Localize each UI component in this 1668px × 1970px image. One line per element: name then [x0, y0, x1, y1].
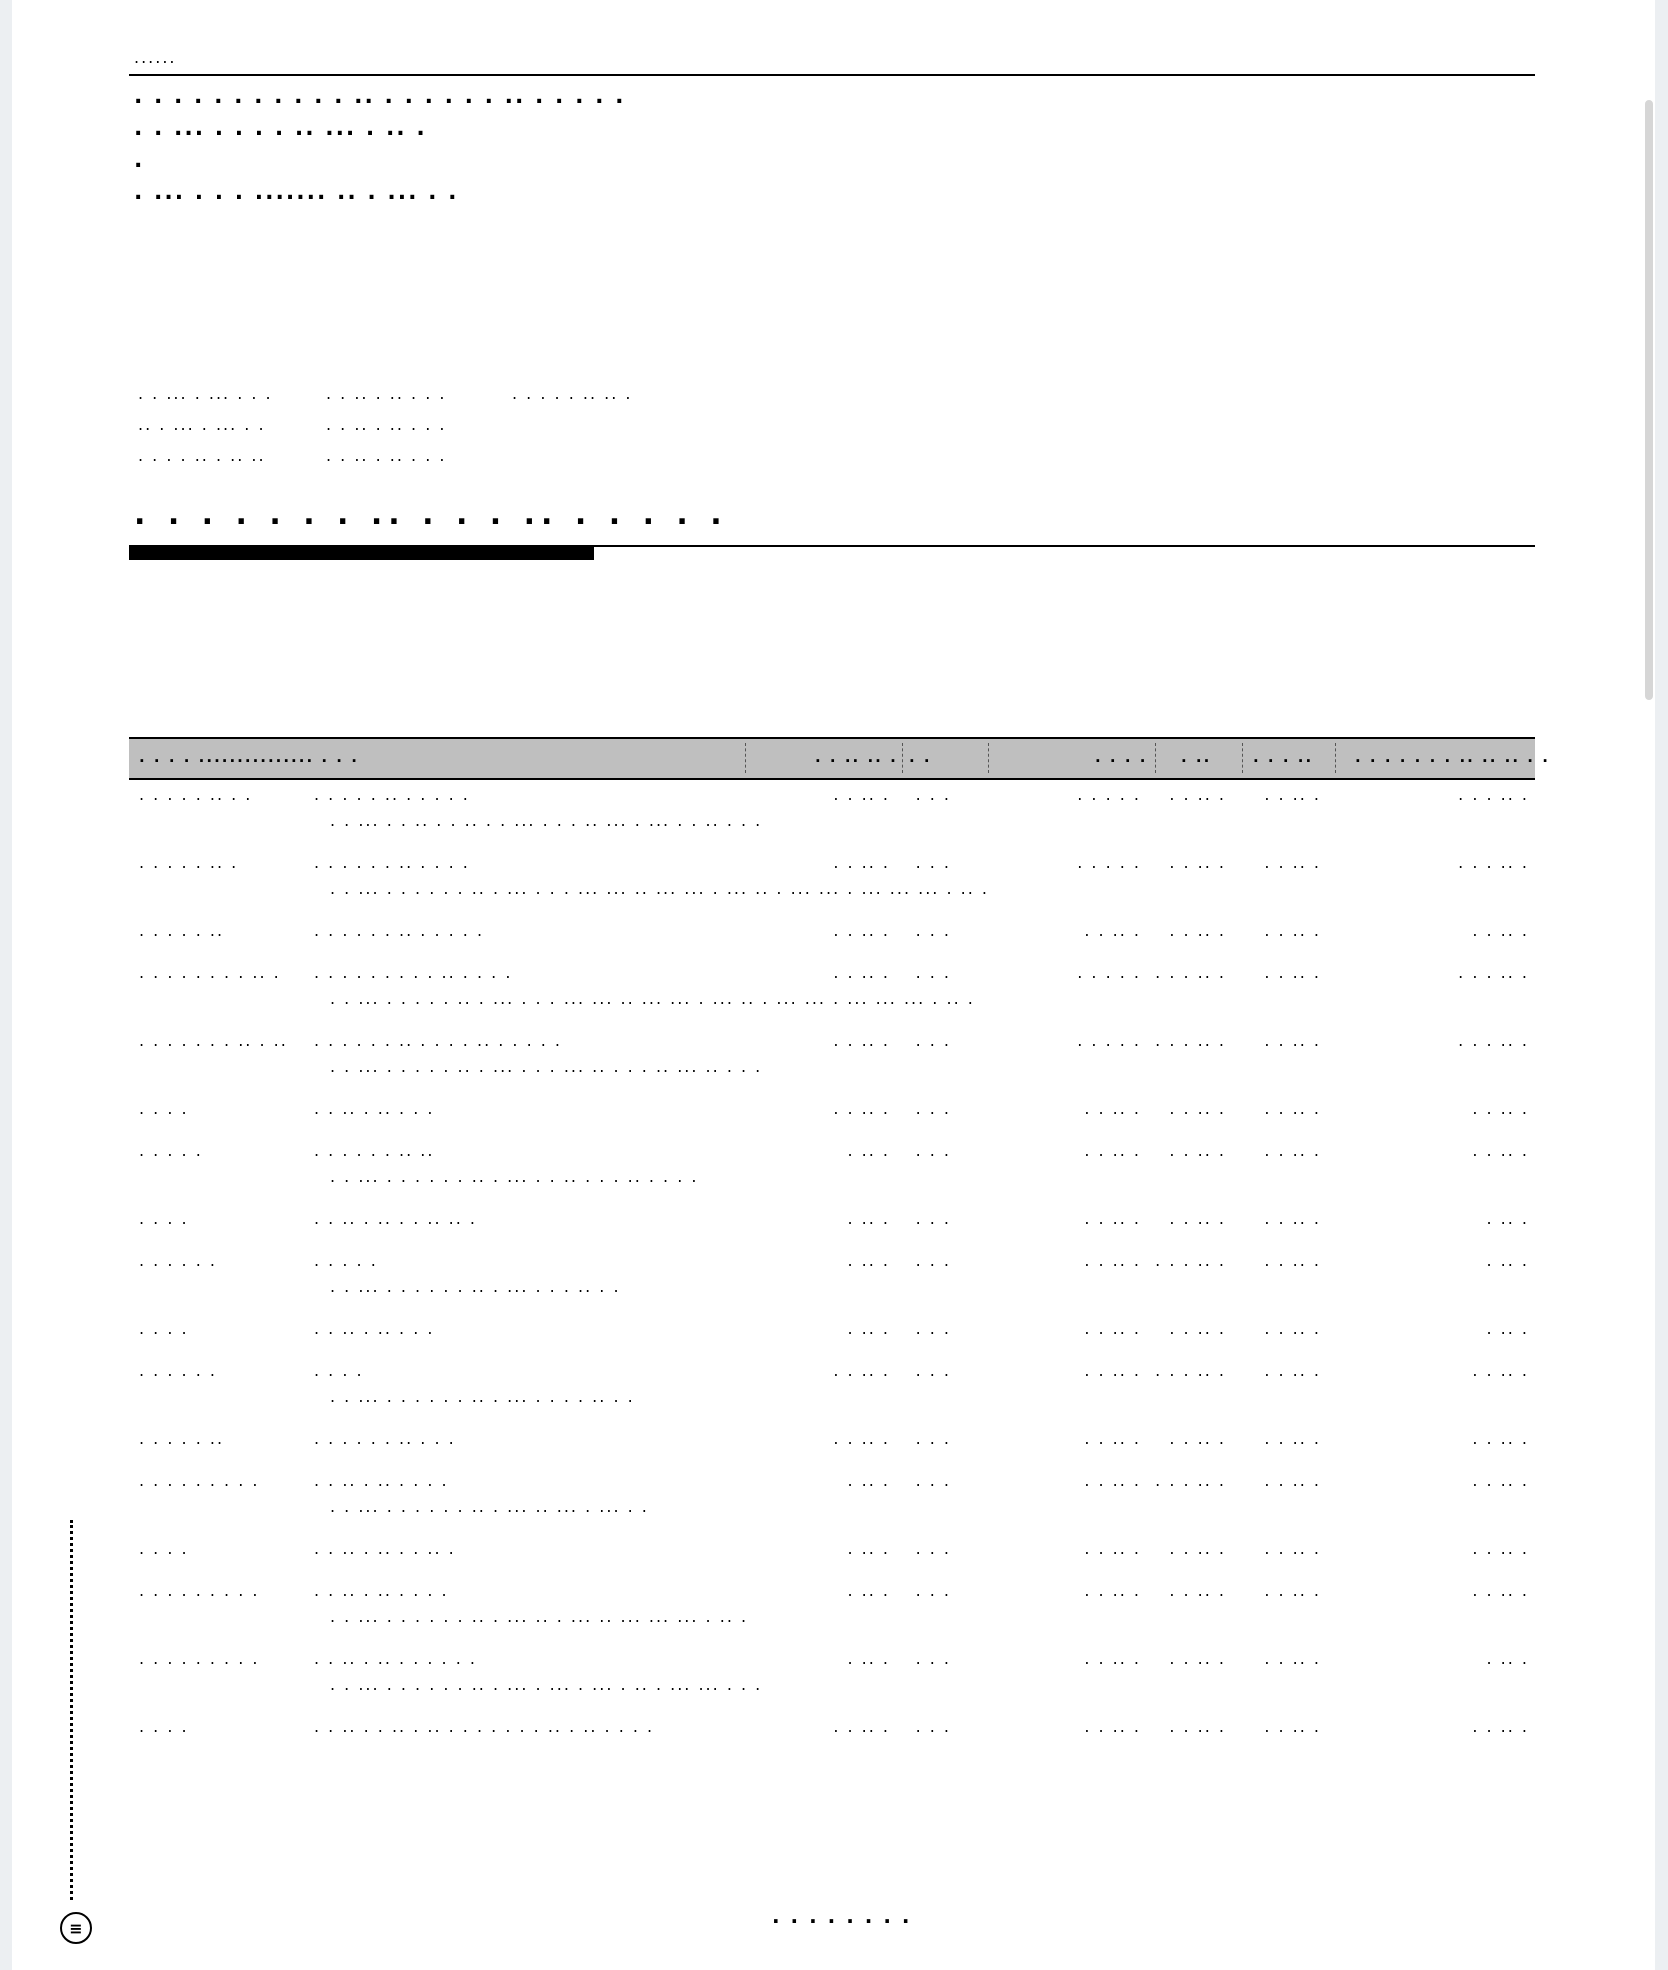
cell-c1: . . .. .	[833, 1099, 890, 1118]
cell-c5: . . .. .	[1264, 1141, 1321, 1160]
cell-c6: . . .. .	[1472, 1361, 1529, 1380]
description-text: . . ... . . . . . . .. . ... . . . .. . .	[330, 1277, 621, 1296]
cell-c6: . . . .. .	[1458, 785, 1529, 804]
scrollbar-thumb[interactable]	[1645, 100, 1653, 700]
cell-c3: . . .. .	[1084, 1251, 1141, 1270]
cell-code: . . . . . ..	[139, 921, 225, 940]
page-footer: . . . . . . . .	[772, 1904, 912, 1928]
cell-name: . . .. . .. . . .	[314, 1099, 435, 1118]
cell-c5: . . .. .	[1264, 1209, 1321, 1228]
cell-c6: . . .. .	[1472, 921, 1529, 940]
cell-c4: . . .. .	[1169, 921, 1226, 940]
cell-code: . . . .	[139, 1209, 189, 1228]
cell-c2: . . .	[915, 921, 951, 940]
cell-c6: . . .. .	[1472, 1717, 1529, 1736]
cell-c1: . .. .	[847, 1209, 890, 1228]
cell-c2: . . .	[915, 1429, 951, 1448]
cell-c4: . . .. .	[1169, 1141, 1226, 1160]
cell-name: . . . .	[314, 1361, 364, 1380]
cell-code: . . . . . . . . .	[139, 1581, 260, 1600]
cell-c3: . . .. .	[1084, 1649, 1141, 1668]
cell-c6: . . . .. .	[1458, 1031, 1529, 1050]
cell-code: . . . . . ..	[139, 1429, 225, 1448]
cell-c3: . . . . .	[1077, 853, 1141, 872]
row-description	[129, 1275, 1535, 1303]
cell-name: . . .. . .. . . . .	[314, 1581, 449, 1600]
header-line: . . ... . . . . .. ... . .. .	[134, 116, 427, 141]
cell-c1: . .. .	[847, 1251, 890, 1270]
cell-c3: . . .. .	[1084, 1429, 1141, 1448]
cell-c4: . . .. .	[1169, 1099, 1226, 1118]
cell-c3: . . .. .	[1084, 1319, 1141, 1338]
column-separator	[902, 743, 903, 773]
cell-c4: . . . .. .	[1155, 1031, 1226, 1050]
table-header	[129, 737, 1550, 780]
column-separator	[1242, 743, 1243, 773]
cell-c2: . . .	[915, 1209, 951, 1228]
header-line: . ... . . . ....... .. . ... . .	[134, 180, 459, 205]
column-separator	[1335, 743, 1336, 773]
column-header: . ..	[1181, 748, 1212, 766]
column-header: . . . .	[1095, 748, 1148, 766]
cell-c6: . .. .	[1486, 1251, 1529, 1270]
cell-c5: . . .. .	[1264, 963, 1321, 982]
cell-c6: . . . .. .	[1458, 853, 1529, 872]
cell-c5: . . .. .	[1264, 785, 1321, 804]
document-title: . . . . . . . .. . . . .. . . . . .	[134, 497, 728, 532]
cell-c5: . . .. .	[1264, 1649, 1321, 1668]
cell-c4: . . .. .	[1169, 1209, 1226, 1228]
cell-c1: . . .. .	[833, 785, 890, 804]
cell-c6: . .. .	[1486, 1209, 1529, 1228]
description-text: . . ... . . . . . .. . ... . . . ... ... .. ... ... . ... .. . ... ... . ... ... ... . .. .	[330, 989, 975, 1008]
cell-c5: . . .. .	[1264, 1251, 1321, 1270]
cell-c3: . . .. .	[1084, 1471, 1141, 1490]
table-row	[129, 1205, 1535, 1237]
cell-name: . . .. . .. . . . . . .	[314, 1649, 477, 1668]
document-list-icon[interactable]: ≡	[60, 1912, 92, 1944]
cell-c2: . . .	[915, 1099, 951, 1118]
cell-c5: . . .. .	[1264, 921, 1321, 940]
cell-code: . . . . . . . .. . ..	[139, 1031, 288, 1050]
cell-code: . . . .	[139, 1539, 189, 1558]
cell-c4: . . . .. .	[1155, 1251, 1226, 1270]
description-text: . . ... . . . . . . .. . ... . . .. . . . .. . . . .	[330, 1167, 699, 1186]
meta-value: . . .. . .. . . .	[326, 384, 447, 403]
cell-name: . . .. . .. . . .. .	[314, 1539, 456, 1558]
cell-c5: . . .. .	[1264, 853, 1321, 872]
document-page	[12, 0, 1655, 1970]
row-description	[129, 1673, 1535, 1701]
cell-c5: . . .. .	[1264, 1471, 1321, 1490]
cell-code: . . . . .	[139, 1141, 203, 1160]
cell-c6: . . .. .	[1472, 1581, 1529, 1600]
row-description	[129, 1605, 1535, 1633]
description-text: . . ... . . . . . . .. . ... . ... . ... . .. . ... ... . . .	[330, 1675, 763, 1694]
cell-c3: . . .. .	[1084, 1141, 1141, 1160]
cell-c5: . . .. .	[1264, 1539, 1321, 1558]
cell-c6: . . .. .	[1472, 1429, 1529, 1448]
cell-code: . . . . . .. .	[139, 853, 239, 872]
cell-c4: . . . .. .	[1155, 1471, 1226, 1490]
row-description	[129, 1495, 1535, 1523]
cell-c4: . . .. .	[1169, 1717, 1226, 1736]
cell-c2: . . .	[915, 1251, 951, 1270]
cell-c2: . . .	[915, 1471, 951, 1490]
meta-label: .. . ... . ... . .	[138, 415, 266, 434]
cell-c1: . . .. .	[833, 1429, 890, 1448]
cell-c2: . . .	[915, 1361, 951, 1380]
cell-c3: . . .. .	[1084, 1209, 1141, 1228]
cell-c5: . . .. .	[1264, 1099, 1321, 1118]
cell-c1: . . .. .	[833, 963, 890, 982]
cell-c4: . . .. .	[1169, 1649, 1226, 1668]
cell-name: . . . . . . . . . .. . . . .	[314, 963, 513, 982]
cell-c1: . .. .	[847, 1581, 890, 1600]
table-row	[129, 917, 1535, 949]
meta-value: . . .. . .. . . .	[326, 446, 447, 465]
description-text: . . ... . . .. . . .. . . ... . . . .. ... . ... . . .. . . .	[330, 811, 763, 830]
cell-c3: . . .. .	[1084, 1361, 1141, 1380]
cell-c1: . .. .	[847, 1649, 890, 1668]
cell-code: . . . . . . . . .	[139, 1471, 260, 1490]
cell-c6: . .. .	[1486, 1649, 1529, 1668]
cell-c5: . . .. .	[1264, 1717, 1321, 1736]
cell-code: . . . . . . . . .. .	[139, 963, 281, 982]
cell-c1: . .. .	[847, 1319, 890, 1338]
cell-name: . . . . . . .. ..	[314, 1141, 435, 1160]
row-description	[129, 877, 1535, 905]
column-header: . .	[909, 748, 932, 766]
cell-c6: . . .. .	[1472, 1539, 1529, 1558]
column-header: . . . ..	[1253, 748, 1314, 766]
cell-c5: . . .. .	[1264, 1429, 1321, 1448]
cell-c4: . . .. .	[1169, 1429, 1226, 1448]
cell-name: . . . . . . .. . . . . .	[314, 921, 485, 940]
cell-c4: . . .. .	[1169, 1539, 1226, 1558]
header-line: .	[134, 148, 145, 173]
table-row	[129, 1535, 1535, 1567]
cell-c2: . . .	[915, 1031, 951, 1050]
cell-name: . . . . . . .. . . .	[314, 1429, 456, 1448]
column-header: . . . . ............... . . .	[139, 748, 359, 766]
row-description	[129, 987, 1535, 1015]
cell-name: . . . . . .. . . . . .	[314, 785, 470, 804]
cell-c5: . . .. .	[1264, 1581, 1321, 1600]
cell-c2: . . .	[915, 1649, 951, 1668]
cell-c6: . . . .. .	[1458, 963, 1529, 982]
cell-c3: . . .. .	[1084, 1581, 1141, 1600]
cell-name: . . .. . . .. . .. . . . . . . . .. . .. . . . .	[314, 1717, 655, 1736]
cell-c5: . . .. .	[1264, 1319, 1321, 1338]
description-text: . . ... . . . . . .. . ... . . . ... .. . . . .. ... .. . . .	[330, 1057, 763, 1076]
cell-c6: . .. .	[1486, 1319, 1529, 1338]
cell-c3: . . . . .	[1077, 963, 1141, 982]
cell-code: . . . . . .	[139, 1361, 217, 1380]
cell-c2: . . .	[915, 785, 951, 804]
cell-c1: . . .. .	[833, 1717, 890, 1736]
table-row	[129, 1315, 1535, 1347]
cell-name: . . .. . .. . . .	[314, 1319, 435, 1338]
cell-c5: . . .. .	[1264, 1031, 1321, 1050]
cell-c1: . .. .	[847, 1471, 890, 1490]
row-description	[129, 809, 1535, 837]
row-description	[129, 1055, 1535, 1083]
margin-mark	[70, 1520, 73, 1900]
column-header: . . . . . . . .. .. .. . .	[1355, 748, 1550, 766]
cell-c2: . . .	[915, 1717, 951, 1736]
description-text: . . ... . . . . . . .. . ... .. . ... .. ... ... ... . .. .	[330, 1607, 749, 1626]
cell-code: . . . .	[139, 1717, 189, 1736]
cell-c3: . . .. .	[1084, 921, 1141, 940]
meta-value: . . .. . .. . . .	[326, 415, 447, 434]
cell-c4: . . . .. .	[1155, 963, 1226, 982]
column-header: . . .. .. .	[815, 748, 898, 766]
cell-c1: . . .. .	[833, 853, 890, 872]
header-label: ......	[134, 48, 177, 67]
cell-c6: . . .. .	[1472, 1141, 1529, 1160]
cell-c5: . . .. .	[1264, 1361, 1321, 1380]
header-line: . . . . . . . . . . . .. . . . . . . .. . . . . .	[134, 84, 626, 109]
cell-c4: . . .. .	[1169, 785, 1226, 804]
header-rule	[129, 74, 1535, 76]
cell-code: . . . .	[139, 1099, 189, 1118]
meta-label: . . ... . ... . . .	[138, 384, 273, 403]
cell-code: . . . . . .. . .	[139, 785, 253, 804]
cell-c4: . . .. .	[1169, 1319, 1226, 1338]
cell-c2: . . .	[915, 853, 951, 872]
cell-c2: . . .	[915, 963, 951, 982]
cell-c6: . . .. .	[1472, 1099, 1529, 1118]
table-row	[129, 1425, 1535, 1457]
cell-name: . . .. . .. . . .. .. .	[314, 1209, 477, 1228]
cell-name: . . .. . .. . . . .	[314, 1471, 449, 1490]
title-bar	[129, 545, 594, 560]
cell-c1: . .. .	[847, 1141, 890, 1160]
row-description	[129, 1165, 1535, 1193]
cell-c4: . . .. .	[1169, 1581, 1226, 1600]
cell-code: . . . . . .	[139, 1251, 217, 1270]
cell-c1: . . .. .	[833, 1361, 890, 1380]
cell-c1: . .. .	[847, 1539, 890, 1558]
cell-code: . . . .	[139, 1319, 189, 1338]
table-row	[129, 1713, 1535, 1745]
meta-value: . . . . . .. .. .	[512, 384, 633, 403]
column-separator	[745, 743, 746, 773]
cell-c2: . . .	[915, 1141, 951, 1160]
table-row	[129, 1095, 1535, 1127]
row-description	[129, 1385, 1535, 1413]
cell-c3: . . .. .	[1084, 1099, 1141, 1118]
cell-c2: . . .	[915, 1539, 951, 1558]
cell-c3: . . . . .	[1077, 785, 1141, 804]
cell-c3: . . .. .	[1084, 1539, 1141, 1558]
cell-c2: . . .	[915, 1581, 951, 1600]
cell-name: . . . . . . .. . . . .	[314, 853, 470, 872]
cell-c3: . . . . .	[1077, 1031, 1141, 1050]
cell-name: . . . . .	[314, 1251, 378, 1270]
cell-c1: . . .. .	[833, 1031, 890, 1050]
column-separator	[988, 743, 989, 773]
cell-c6: . . .. .	[1472, 1471, 1529, 1490]
cell-c4: . . .. .	[1169, 853, 1226, 872]
cell-c2: . . .	[915, 1319, 951, 1338]
cell-c4: . . . .. .	[1155, 1361, 1226, 1380]
cell-name: . . . . . . .. . . . . .. . . . . .	[314, 1031, 563, 1050]
description-text: . . ... . . . . . . .. . ... . . . . .. . .	[330, 1387, 635, 1406]
column-separator	[1155, 743, 1156, 773]
cell-code: . . . . . . . . .	[139, 1649, 260, 1668]
meta-label: . . . . .. . .. ..	[138, 446, 266, 465]
description-text: . . ... . . . . . . .. . ... .. ... . ... . .	[330, 1497, 649, 1516]
cell-c1: . . .. .	[833, 921, 890, 940]
cell-c3: . . .. .	[1084, 1717, 1141, 1736]
description-text: . . ... . . . . . . .. . ... . . . ... ... .. ... ... . ... .. . ... ... . ... ... ... . .. .	[330, 879, 989, 898]
